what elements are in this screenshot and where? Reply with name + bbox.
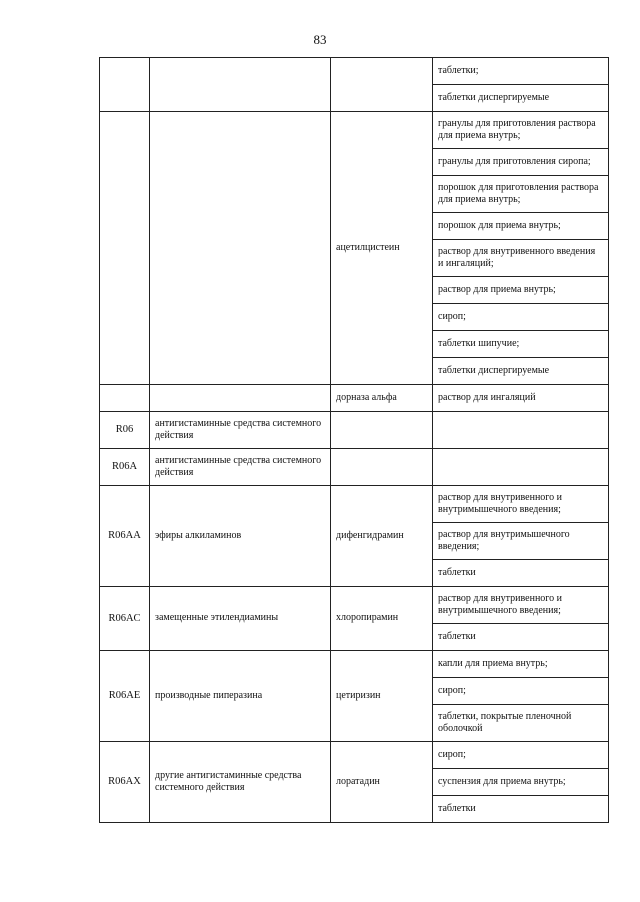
table-row (100, 449, 609, 486)
dosage-form-cell: таблетки (433, 560, 609, 587)
dosage-form-cell: сироп; (433, 742, 609, 769)
dosage-form-cell: таблетки, покрытые пленочной оболочкой (433, 705, 609, 742)
dosage-form-cell: таблетки (433, 624, 609, 651)
table-body (100, 58, 609, 823)
dosage-form-cell: раствор для приема внутрь; (433, 277, 609, 304)
group-name-cell: другие антигистаминные средства системного действия (150, 742, 331, 823)
dosage-form-cell: порошок для приема внутрь; (433, 213, 609, 240)
drug-name-cell (331, 58, 433, 112)
dosage-form-cell (433, 412, 609, 449)
dosage-form-cell: суспензия для приема внутрь; (433, 769, 609, 796)
table-row (100, 385, 609, 412)
dosage-form-cell: раствор для внутривенного и внутримышечного введения; (433, 587, 609, 624)
table-row (100, 112, 609, 149)
dosage-form-cell: раствор для ингаляций (433, 385, 609, 412)
drug-name-cell: цетиризин (331, 651, 433, 742)
drug-name-cell: хлоропирамин (331, 587, 433, 651)
group-name-cell: антигистаминные средства системного действия (150, 412, 331, 449)
table-row (100, 587, 609, 624)
atc-code-cell: R06AE (100, 651, 150, 742)
group-name-cell: замещенные этилендиамины (150, 587, 331, 651)
dosage-form-cell: таблетки; (433, 58, 609, 85)
drug-name-cell: дорназа альфа (331, 385, 433, 412)
dosage-form-cell: таблетки (433, 796, 609, 823)
table-row (100, 412, 609, 449)
dosage-form-cell: капли для приема внутрь; (433, 651, 609, 678)
group-name-cell: производные пиперазина (150, 651, 331, 742)
dosage-form-cell: таблетки диспергируемые (433, 85, 609, 112)
atc-code-cell (100, 385, 150, 412)
dosage-form-cell: таблетки шипучие; (433, 331, 609, 358)
dosage-form-cell: сироп; (433, 678, 609, 705)
drug-name-cell (331, 449, 433, 486)
table-row (100, 58, 609, 85)
drug-name-cell: дифенгидрамин (331, 486, 433, 587)
group-name-cell: антигистаминные средства системного действия (150, 449, 331, 486)
table-row (100, 651, 609, 678)
dosage-form-cell: таблетки диспергируемые (433, 358, 609, 385)
atc-code-cell: R06 (100, 412, 150, 449)
drug-name-cell: лоратадин (331, 742, 433, 823)
table-row (100, 486, 609, 523)
dosage-form-cell: сироп; (433, 304, 609, 331)
dosage-form-cell: гранулы для приготовления раствора для приема внутрь; (433, 112, 609, 149)
group-name-cell (150, 112, 331, 385)
atc-code-cell: R06AA (100, 486, 150, 587)
group-name-cell: эфиры алкиламинов (150, 486, 331, 587)
atc-code-cell (100, 58, 150, 112)
drug-classification-table (99, 57, 609, 823)
table-row (100, 742, 609, 769)
atc-code-cell: R06AX (100, 742, 150, 823)
group-name-cell (150, 58, 331, 112)
dosage-form-cell: раствор для внутривенного введения и ингаляций; (433, 240, 609, 277)
page-number: 83 (313, 32, 327, 47)
atc-code-cell (100, 112, 150, 385)
atc-code-cell: R06A (100, 449, 150, 486)
dosage-form-cell: раствор для внутримышечного введения; (433, 523, 609, 560)
dosage-form-cell (433, 449, 609, 486)
dosage-form-cell: гранулы для приготовления сиропа; (433, 149, 609, 176)
group-name-cell (150, 385, 331, 412)
drug-name-cell: ацетилцистеин (331, 112, 433, 385)
dosage-form-cell: порошок для приготовления раствора для приема внутрь; (433, 176, 609, 213)
atc-code-cell: R06AC (100, 587, 150, 651)
drug-name-cell (331, 412, 433, 449)
dosage-form-cell: раствор для внутривенного и внутримышечного введения; (433, 486, 609, 523)
